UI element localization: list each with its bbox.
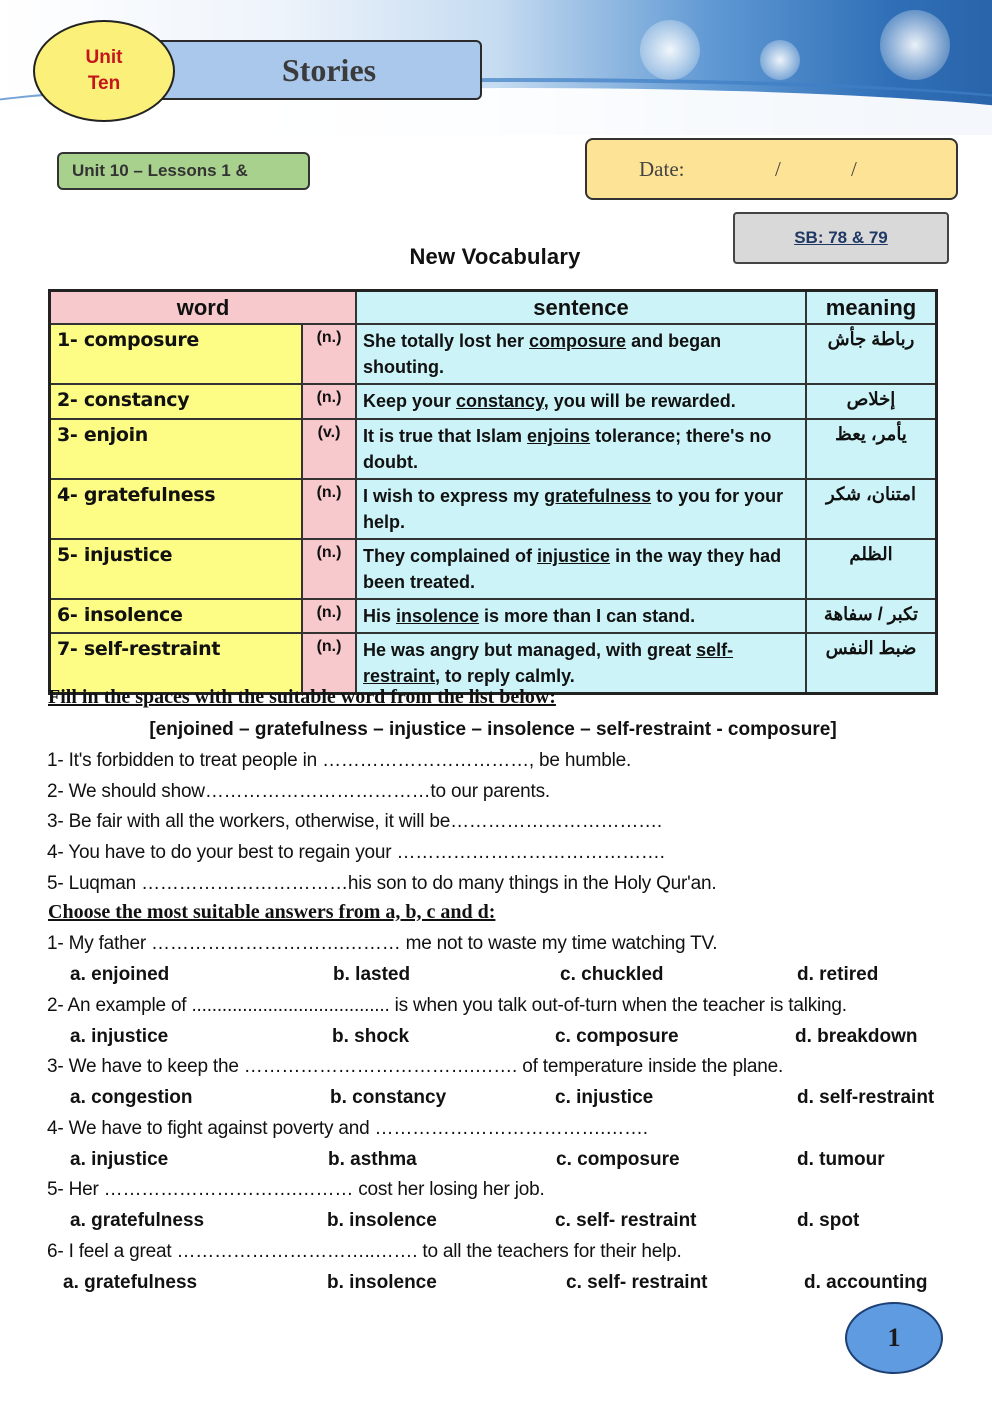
- answer-option-a: a. injustice: [70, 1148, 169, 1170]
- vocab-meaning: ضبط النفس: [806, 633, 937, 694]
- answer-option-a: a. gratefulness: [63, 1271, 198, 1293]
- vocab-sentence: [356, 419, 806, 479]
- question-text: 6- I feel a great …………………………..……. to all the teachers for their help.: [47, 1240, 682, 1262]
- sentence-keyword: gratefulness: [544, 486, 652, 506]
- question-text: 4- We have to fight against poverty and ……………………………….…….: [47, 1117, 648, 1139]
- vocab-part-of-speech: (n.): [302, 633, 356, 694]
- vocab-meaning: رباطة جأش: [806, 324, 937, 384]
- date-separator: /: [851, 157, 857, 181]
- answer-option-c: c. injustice: [555, 1087, 654, 1108]
- table-header-row: [50, 291, 937, 325]
- sentence-keyword: insolence: [396, 606, 480, 626]
- vocab-word: 2- constancy: [50, 384, 303, 419]
- vocab-word: 5- injustice: [50, 539, 303, 599]
- answer-option-c: c. chuckled: [560, 964, 664, 985]
- sentence-text: I wish to express my: [363, 486, 545, 506]
- answer-option-d: d. retired: [797, 964, 879, 985]
- lesson-label: Unit 10 – Lessons 1 &: [57, 152, 310, 190]
- sentence-keyword: constancy: [456, 391, 544, 411]
- vocab-meaning: امتنان، شكر: [806, 479, 937, 539]
- answer-option-d: d. spot: [797, 1210, 860, 1231]
- vocab-row: [50, 539, 937, 599]
- vocab-sentence: [356, 324, 806, 384]
- answer-option-d: d. tumour: [797, 1148, 885, 1170]
- answer-option-c: c. composure: [555, 1025, 679, 1047]
- vocab-part-of-speech: (n.): [302, 479, 356, 539]
- sentence-keyword: injustice: [537, 546, 611, 566]
- unit-label-line2: Ten: [87, 73, 121, 94]
- fill-in-sentence: 2- We should show………………………………to our parents.: [47, 780, 550, 802]
- vocab-part-of-speech: (n.): [302, 384, 356, 419]
- answer-option-c: c. self- restraint: [555, 1210, 697, 1231]
- sentence-text: He was angry but managed, with great: [363, 640, 697, 660]
- sentence-text: in the way they had been treated.: [363, 546, 782, 592]
- vocabulary-title: New Vocabulary: [409, 244, 581, 269]
- answer-option-b: b. insolence: [327, 1210, 437, 1231]
- unit-badge: [33, 20, 175, 122]
- vocab-meaning: تكبر / سفاهة: [806, 599, 937, 633]
- page-number: 1: [887, 1323, 901, 1352]
- answer-option-a: a. injustice: [70, 1025, 169, 1047]
- question-text: 5- Her ………………………….……… cost her losing her job.: [47, 1179, 545, 1200]
- banner-sparkle: [880, 10, 950, 80]
- answer-option-d: d. self-restraint: [797, 1087, 935, 1108]
- date-box: [585, 138, 958, 200]
- word-list: [enjoined – gratefulness – injustice – insolence – self-restraint - composure]: [149, 719, 837, 740]
- sentence-text: is more than I can stand.: [479, 606, 696, 626]
- answer-option-a: a. gratefulness: [70, 1210, 205, 1231]
- sentence-text: They complained of: [363, 546, 538, 566]
- choose-heading: Choose the most suitable answers from a, b, c and d:: [48, 901, 496, 923]
- fill-in-sentence: 5- Luqman ……………………………his son to do many things in the Holy Qur'an.: [47, 872, 717, 894]
- answer-option-d: d. breakdown: [795, 1025, 918, 1047]
- header-sentence: sentence: [356, 291, 806, 325]
- sentence-text: and began shouting.: [363, 331, 722, 377]
- page-number-badge: [845, 1302, 943, 1374]
- vocab-word: 6- insolence: [50, 599, 303, 633]
- vocab-meaning: إخلاص: [806, 384, 937, 419]
- answer-option-b: b. insolence: [327, 1271, 437, 1293]
- vocab-part-of-speech: (n.): [302, 599, 356, 633]
- vocab-row: [50, 479, 937, 539]
- banner-sparkle: [640, 20, 700, 80]
- answer-option-c: c. self- restraint: [566, 1271, 708, 1293]
- vocab-meaning: يأمر، يعظ: [806, 419, 937, 479]
- date-label: Date:: [639, 157, 685, 181]
- sentence-text: to you for your help.: [363, 486, 784, 532]
- vocab-row: [50, 419, 937, 479]
- sentence-keyword: composure: [529, 331, 627, 351]
- header-word: word: [50, 291, 357, 325]
- vocab-word: 4- gratefulness: [50, 479, 303, 539]
- question-text: 3- We have to keep the ……………………………….……. of temperature inside the plane.: [47, 1056, 784, 1077]
- answer-option-c: c. composure: [556, 1148, 680, 1170]
- vocab-sentence: [356, 539, 806, 599]
- vocabulary-table: [48, 289, 938, 695]
- answer-option-b: b. shock: [332, 1025, 410, 1047]
- sentence-text: , to reply calmly.: [435, 666, 575, 686]
- header-meaning: meaning: [806, 291, 937, 325]
- unit-label-line1: Unit: [85, 47, 123, 68]
- question-text: 2- An example of ....................................... is when you talk out-of-turn when the teacher is talking.: [47, 994, 847, 1016]
- vocab-row: [50, 599, 937, 633]
- sentence-text: His: [363, 606, 397, 626]
- answer-option-a: a. enjoined: [70, 964, 170, 985]
- vocab-word: 3- enjoin: [50, 419, 303, 479]
- vocab-word: 7- self-restraint: [50, 633, 303, 694]
- vocab-row: [50, 384, 937, 419]
- vocab-word: 1- composure: [50, 324, 303, 384]
- fill-in-sentence: 1- It's forbidden to treat people in ……………………………, be humble.: [47, 750, 632, 771]
- vocab-row: [50, 324, 937, 384]
- unit-title-box: [150, 40, 482, 100]
- sentence-text: Keep your: [363, 391, 457, 411]
- banner-sparkle: [760, 40, 800, 80]
- answer-option-b: b. asthma: [328, 1148, 417, 1170]
- unit-title: Stories: [281, 51, 377, 88]
- vocab-part-of-speech: (n.): [302, 324, 356, 384]
- vocab-sentence: [356, 599, 806, 633]
- sentence-keyword: self-restraint: [363, 640, 734, 686]
- answer-option-d: d. accounting: [804, 1271, 928, 1293]
- date-separator: /: [775, 157, 781, 181]
- vocab-meaning: الظلم: [806, 539, 937, 599]
- vocabulary-rows: [50, 324, 937, 694]
- sentence-text: , you will be rewarded.: [543, 391, 736, 411]
- vocab-sentence: [356, 384, 806, 419]
- fill-in-sentence: 3- Be fair with all the workers, otherwise, it will be…………………………….: [47, 811, 663, 833]
- vocab-row: [50, 633, 937, 694]
- vocab-part-of-speech: (n.): [302, 539, 356, 599]
- sentence-text: She totally lost her: [363, 331, 530, 351]
- vocab-sentence: [356, 479, 806, 539]
- question-text: 1- My father ………………………….……… me not to waste my time watching TV.: [47, 933, 718, 954]
- fill-in-sentence: 4- You have to do your best to regain your …………………………………….: [47, 842, 665, 864]
- answer-option-b: b. constancy: [330, 1087, 447, 1108]
- fill-in-heading: Fill in the spaces with the suitable word from the list below:: [48, 686, 556, 708]
- answer-option-a: a. congestion: [70, 1087, 193, 1108]
- sentence-text: tolerance; there's no doubt.: [363, 426, 772, 472]
- student-book-pages: SB: 78 & 79: [733, 212, 949, 264]
- vocab-part-of-speech: (v.): [302, 419, 356, 479]
- sentence-text: It is true that Islam: [363, 426, 528, 446]
- vocab-sentence: [356, 633, 806, 694]
- sentence-keyword: enjoins: [527, 426, 591, 446]
- answer-option-b: b. lasted: [333, 964, 411, 985]
